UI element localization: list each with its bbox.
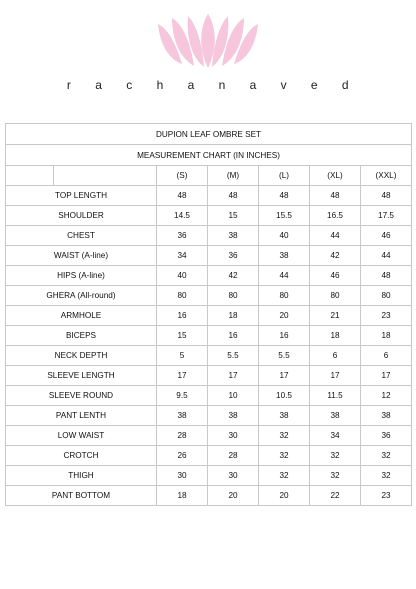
measurement-value: 80 <box>157 286 208 306</box>
measurement-value: 48 <box>361 266 412 286</box>
measurement-label: SLEEVE ROUND <box>6 386 157 406</box>
measurement-value: 80 <box>361 286 412 306</box>
table-title: DUPION LEAF OMBRE SET <box>6 124 412 145</box>
table-row <box>6 486 412 506</box>
measurement-value: 17 <box>259 366 310 386</box>
measurement-value: 36 <box>157 226 208 246</box>
measurement-value: 42 <box>208 266 259 286</box>
measurement-value: 30 <box>157 466 208 486</box>
measurement-value: 9.5 <box>157 386 208 406</box>
table-subtitle: MEASUREMENT CHART (IN INCHES) <box>6 145 412 166</box>
measurement-value: 18 <box>361 326 412 346</box>
measurement-value: 38 <box>310 406 361 426</box>
table-row <box>6 446 412 466</box>
measurement-value: 32 <box>259 426 310 446</box>
measurement-value: 48 <box>310 186 361 206</box>
measurement-value: 48 <box>259 186 310 206</box>
measurement-value: 46 <box>361 226 412 246</box>
measurement-label: CHEST <box>6 226 157 246</box>
table-row <box>6 246 412 266</box>
header-blank-cell <box>6 166 54 186</box>
measurement-value: 16.5 <box>310 206 361 226</box>
measurement-label: PANT LENTH <box>6 406 157 426</box>
measurement-value: 26 <box>157 446 208 466</box>
size-header: (M) <box>208 166 259 186</box>
measurement-value: 17 <box>157 366 208 386</box>
measurement-value: 44 <box>310 226 361 246</box>
measurement-value: 40 <box>157 266 208 286</box>
measurement-value: 42 <box>310 246 361 266</box>
measurement-value: 44 <box>259 266 310 286</box>
measurement-value: 16 <box>157 306 208 326</box>
measurement-value: 20 <box>208 486 259 506</box>
table-row <box>6 366 412 386</box>
measurement-value: 40 <box>259 226 310 246</box>
measurement-value: 11.5 <box>310 386 361 406</box>
table-subtitle-row <box>6 145 412 166</box>
lotus-icon <box>152 14 264 68</box>
measurement-value: 80 <box>208 286 259 306</box>
size-header: (L) <box>259 166 310 186</box>
measurement-label: HIPS (A-line) <box>6 266 157 286</box>
table-title-row <box>6 124 412 145</box>
measurement-value: 15 <box>157 326 208 346</box>
measurement-value: 18 <box>157 486 208 506</box>
measurement-value: 17.5 <box>361 206 412 226</box>
measurement-value: 18 <box>310 326 361 346</box>
measurement-value: 32 <box>310 466 361 486</box>
measurement-value: 5.5 <box>259 346 310 366</box>
measurement-value: 38 <box>157 406 208 426</box>
measurement-table <box>5 123 412 506</box>
measurement-value: 15 <box>208 206 259 226</box>
size-header: (S) <box>157 166 208 186</box>
measurement-label: SLEEVE LENGTH <box>6 366 157 386</box>
measurement-value: 20 <box>259 306 310 326</box>
measurement-value: 36 <box>361 426 412 446</box>
measurement-value: 48 <box>361 186 412 206</box>
measurement-value: 32 <box>310 446 361 466</box>
table-row <box>6 406 412 426</box>
measurement-value: 48 <box>157 186 208 206</box>
measurement-value: 36 <box>208 246 259 266</box>
measurement-label: WAIST (A-line) <box>6 246 157 266</box>
header-label-cell <box>54 166 157 186</box>
measurement-value: 14.5 <box>157 206 208 226</box>
brand-logo <box>0 8 416 96</box>
table-row <box>6 286 412 306</box>
measurement-value: 18 <box>208 306 259 326</box>
measurement-label: BICEPS <box>6 326 157 346</box>
measurement-value: 15.5 <box>259 206 310 226</box>
measurement-value: 80 <box>259 286 310 306</box>
measurement-label: LOW WAIST <box>6 426 157 446</box>
measurement-value: 32 <box>361 446 412 466</box>
measurement-value: 44 <box>361 246 412 266</box>
measurement-value: 34 <box>310 426 361 446</box>
measurement-value: 10 <box>208 386 259 406</box>
measurement-label: THIGH <box>6 466 157 486</box>
measurement-value: 30 <box>208 426 259 446</box>
measurement-value: 22 <box>310 486 361 506</box>
measurement-value: 10.5 <box>259 386 310 406</box>
measurement-value: 12 <box>361 386 412 406</box>
measurement-value: 28 <box>157 426 208 446</box>
measurement-value: 48 <box>208 186 259 206</box>
measurement-value: 32 <box>259 466 310 486</box>
measurement-value: 46 <box>310 266 361 286</box>
measurement-value: 38 <box>259 406 310 426</box>
size-header-row <box>6 166 412 186</box>
measurement-value: 80 <box>310 286 361 306</box>
table-row <box>6 186 412 206</box>
measurement-value: 6 <box>361 346 412 366</box>
measurement-value: 17 <box>208 366 259 386</box>
table-row <box>6 346 412 366</box>
measurement-label: SHOULDER <box>6 206 157 226</box>
measurement-value: 23 <box>361 486 412 506</box>
table-row <box>6 266 412 286</box>
measurement-label: ARMHOLE <box>6 306 157 326</box>
measurement-label: CROTCH <box>6 446 157 466</box>
measurement-value: 5 <box>157 346 208 366</box>
table-row <box>6 306 412 326</box>
measurement-value: 28 <box>208 446 259 466</box>
measurement-value: 32 <box>361 466 412 486</box>
table-row <box>6 466 412 486</box>
measurement-value: 17 <box>310 366 361 386</box>
measurement-value: 20 <box>259 486 310 506</box>
measurement-value: 34 <box>157 246 208 266</box>
size-header: (XXL) <box>361 166 412 186</box>
measurement-value: 17 <box>361 366 412 386</box>
measurement-value: 16 <box>259 326 310 346</box>
measurement-label: GHERA (All-round) <box>6 286 157 306</box>
size-header: (XL) <box>310 166 361 186</box>
table-row <box>6 206 412 226</box>
measurement-value: 30 <box>208 466 259 486</box>
measurement-value: 38 <box>208 226 259 246</box>
measurement-value: 6 <box>310 346 361 366</box>
measurement-value: 21 <box>310 306 361 326</box>
brand-name: r a c h a n a v e d <box>66 78 360 92</box>
measurement-value: 5.5 <box>208 346 259 366</box>
measurement-value: 23 <box>361 306 412 326</box>
measurement-value: 38 <box>208 406 259 426</box>
measurement-label: PANT BOTTOM <box>6 486 157 506</box>
measurement-label: NECK DEPTH <box>6 346 157 366</box>
measurement-value: 32 <box>259 446 310 466</box>
measurement-value: 38 <box>259 246 310 266</box>
table-row <box>6 326 412 346</box>
table-row <box>6 386 412 406</box>
measurement-label: TOP LENGTH <box>6 186 157 206</box>
measurement-value: 38 <box>361 406 412 426</box>
table-row <box>6 226 412 246</box>
table-row <box>6 426 412 446</box>
measurement-value: 16 <box>208 326 259 346</box>
